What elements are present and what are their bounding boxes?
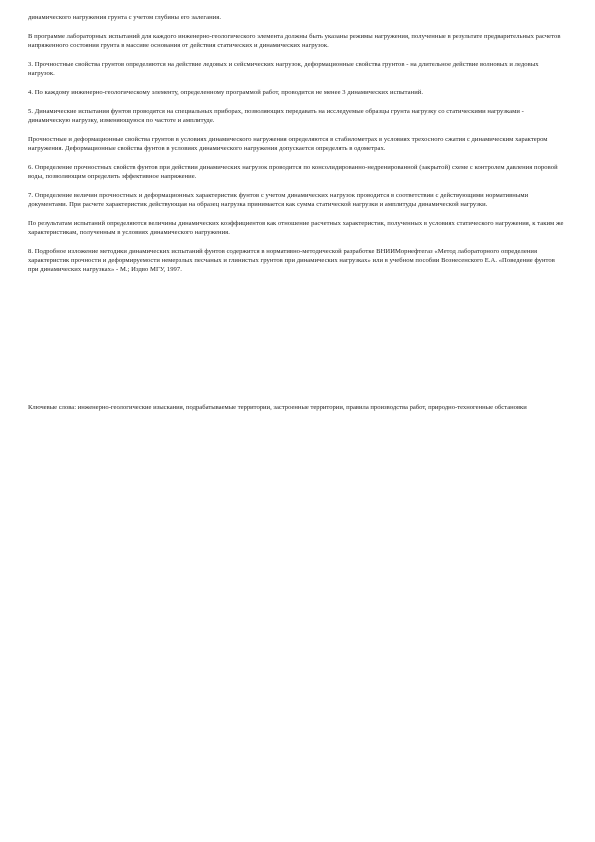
keywords-line: Ключевые слова: инженерно-геологические изыскания, подрабатываемые территории, застроенные территории, правила производства работ, природно-техногенные обстановки (28, 404, 527, 411)
paragraph-item-7: 7. Определение величин прочностных и деформационных характеристик фунтов с учетом динамических нагрузок проводится в соответствии с действующими нормативными документами. При расчете характеристик действующая на образец нагрузка принимается как сумма статической нагрузки и амплитуды динамической нагрузки. (28, 192, 529, 208)
paragraph-continuation: динамического нагружения грунта с учетом глубины его залегания. (28, 14, 222, 21)
paragraph-item-4: 4. По каждому инженерно-геологическому элементу, определенному программой работ, проводится не менее 3 динамических испытаний. (28, 89, 424, 96)
paragraph-item-3: 3. Прочностные свойства грунтов определяются на действие ледовых и сейсмических нагрузок, деформационные свойства грунтов - на длительное действие волновых и ледовых нагрузок. (28, 61, 539, 77)
paragraph-test-program: В программе лабораторных испытаний для каждого инженерно-геологического элемента должны быть указаны режимы нагружения, полученные в результате предварительных расчетов напряженного состояния грунта в массиве основания от действия статических и динамических нагрузок. (28, 33, 561, 49)
paragraph-item-5: 5. Динамические испытания фунтов проводятся на специальных приборах, позволяющих передавать на исследуемые образцы грунта нагрузку со статическими нагрузками - динамическую нагрузку, изменяющуюся по частоте и амплитуде. (28, 108, 524, 124)
document-body (28, 13, 565, 284)
paragraph-dynamic-coefficients: По результатам испытаний определяются величины динамических коэффициентов как отношение расчетных характеристик, полученных в условиях статического нагружения, к таким же характеристикам, полученным в условиях динамического нагружения. (28, 220, 564, 236)
paragraph-item-6: 6. Определение прочностных свойств фунтов при действии динамических нагрузок проводится по консолидированно-недренированной (закрытой) схеме с контролем давления поровой воды, позволяющим определить эффективное напряжение. (28, 164, 558, 180)
paragraph-item-8: 8. Подробное изложение методики динамических испытаний фунтов содержится в нормативно-методической разработке ВНИИМорнефтегаз «Метод лабораторного определения характеристик прочности и деформируемости немерзлых песчаных и глинистых грунтов при динамических нагрузках» или в учебном пособии Вознесенского Е.А. «Поведение фунтов при динамических нагрузках» - М.; Издво МГУ, 1997. (28, 248, 555, 273)
paragraph-strength-deformation: Прочностные и деформационные свойства грунтов в условиях динамического нагружения определяются в стабилометрах в условиях трехосного сжатия с динамическим характером нагружения. Деформационные свойства фунтов в условиях динамического нагружения допускается определять в одометрах. (28, 136, 548, 152)
